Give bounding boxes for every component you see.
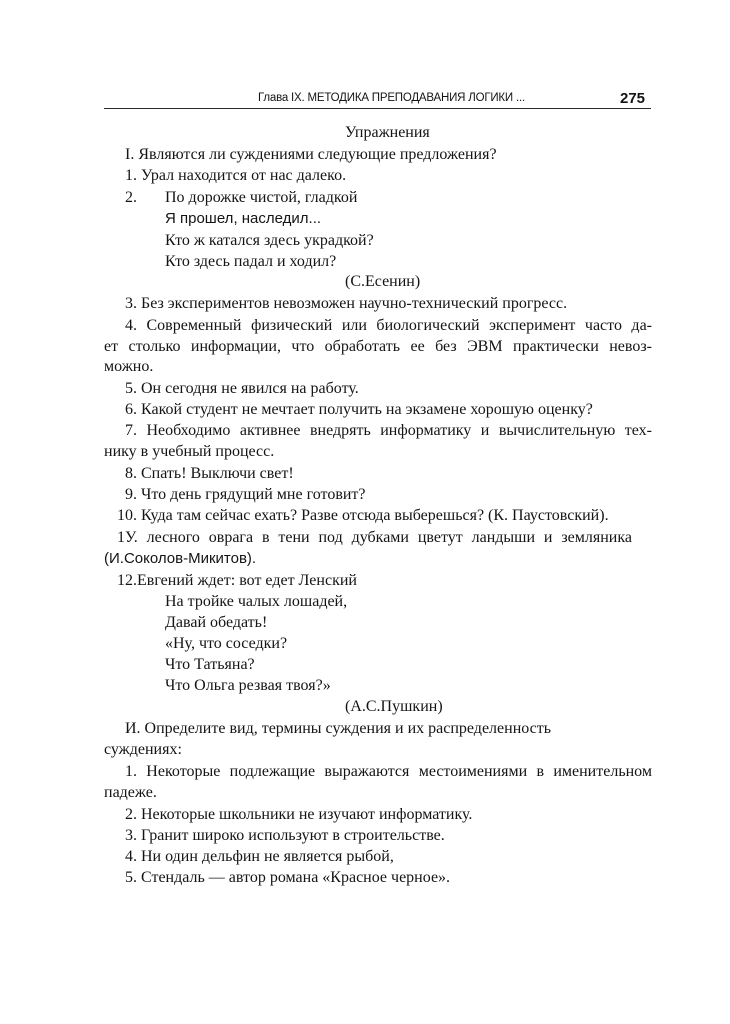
item-7-line-2: нику в учебный процесс. — [104, 443, 275, 460]
part1-heading: I. Являются ли суждениями следующие предложения? — [125, 146, 497, 163]
poem2-line-5: Что Ольга резвая твоя?» — [165, 677, 331, 694]
part2-item-1-line-2: падеже. — [104, 784, 157, 801]
poem1-author: (С.Есенин) — [345, 273, 421, 290]
item-4-line-2: ет столько информации, что обработать ее без ЭВМ практически невоз- — [104, 338, 652, 355]
item-7-line-1: 7. Необходимо активнее внедрять информатику и вычислительную тех- — [125, 422, 652, 439]
running-title: Глава IX. МЕТОДИКА ПРЕПОДАВАНИЯ ЛОГИКИ ... — [258, 92, 525, 104]
poem2-line-4: Что Татьяна? — [165, 656, 255, 673]
item-1: 1. Урал находится от нас далеко. — [125, 167, 347, 184]
poem1-line-2: Я прошел, наследил... — [165, 210, 322, 227]
item-2-number: 2. — [125, 189, 137, 206]
poem2-line-2: Давай обедать! — [165, 614, 268, 631]
item-3: 3. Без экспериментов невозможен научно-технический прогресс. — [125, 295, 568, 312]
item-12-line-1: 12.Евгений ждет: вот едет Ленский — [117, 572, 357, 589]
poem1-line-1: По дорожке чистой, гладкой — [165, 189, 358, 206]
header-rule — [104, 108, 651, 109]
poem1-line-3: Кто ж катался здесь украдкой? — [165, 232, 374, 249]
part2-item-5: 5. Стендаль — автор романа «Красное черное». — [125, 869, 451, 886]
part2-item-2: 2. Некоторые школьники не изучают информатику. — [125, 806, 473, 823]
page-number: 275 — [620, 90, 646, 107]
poem2-line-1: На тройке чалых лошадей, — [165, 593, 348, 610]
part2-item-4: 4. Ни один дельфин не является рыбой, — [125, 848, 394, 865]
part2-item-3: 3. Гранит широко используют в строительстве. — [125, 827, 445, 844]
item-10: 10. Куда там сейчас ехать? Разве отсюда выберешься? (К. Паустовский). — [117, 507, 609, 524]
item-4-line-1: 4. Современный физический или биологический эксперимент часто да- — [125, 317, 652, 334]
item-4-line-3: можно. — [104, 358, 154, 375]
item-11-line-1: 1У. лесного оврага в тени под дубками цветут ландыши и земляника — [117, 529, 632, 546]
poem2-line-3: «Ну, что соседки? — [165, 635, 288, 652]
item-5: 5. Он сегодня не явился на работу. — [125, 380, 359, 397]
section-title: Упражнения — [345, 124, 430, 141]
part2-heading-line-1: И. Определите вид, термины суждения и их распределенность — [125, 720, 552, 737]
part2-heading-line-2: суждениях: — [104, 741, 182, 758]
item-11-line-2: (И.Соколов-Микитов). — [104, 550, 257, 567]
part2-item-1-line-1: 1. Некоторые подлежащие выражаются местоимениями в именительном — [125, 763, 652, 780]
item-9: 9. Что день грядущий мне готовит? — [125, 486, 366, 503]
item-8: 8. Спать! Выключи свет! — [125, 465, 294, 482]
poem2-author: (А.С.Пушкин) — [345, 698, 443, 715]
poem1-line-4: Кто здесь падал и ходил? — [165, 253, 337, 270]
item-6: 6. Какой студент не мечтает получить на экзамене хорошую оценку? — [125, 401, 593, 418]
